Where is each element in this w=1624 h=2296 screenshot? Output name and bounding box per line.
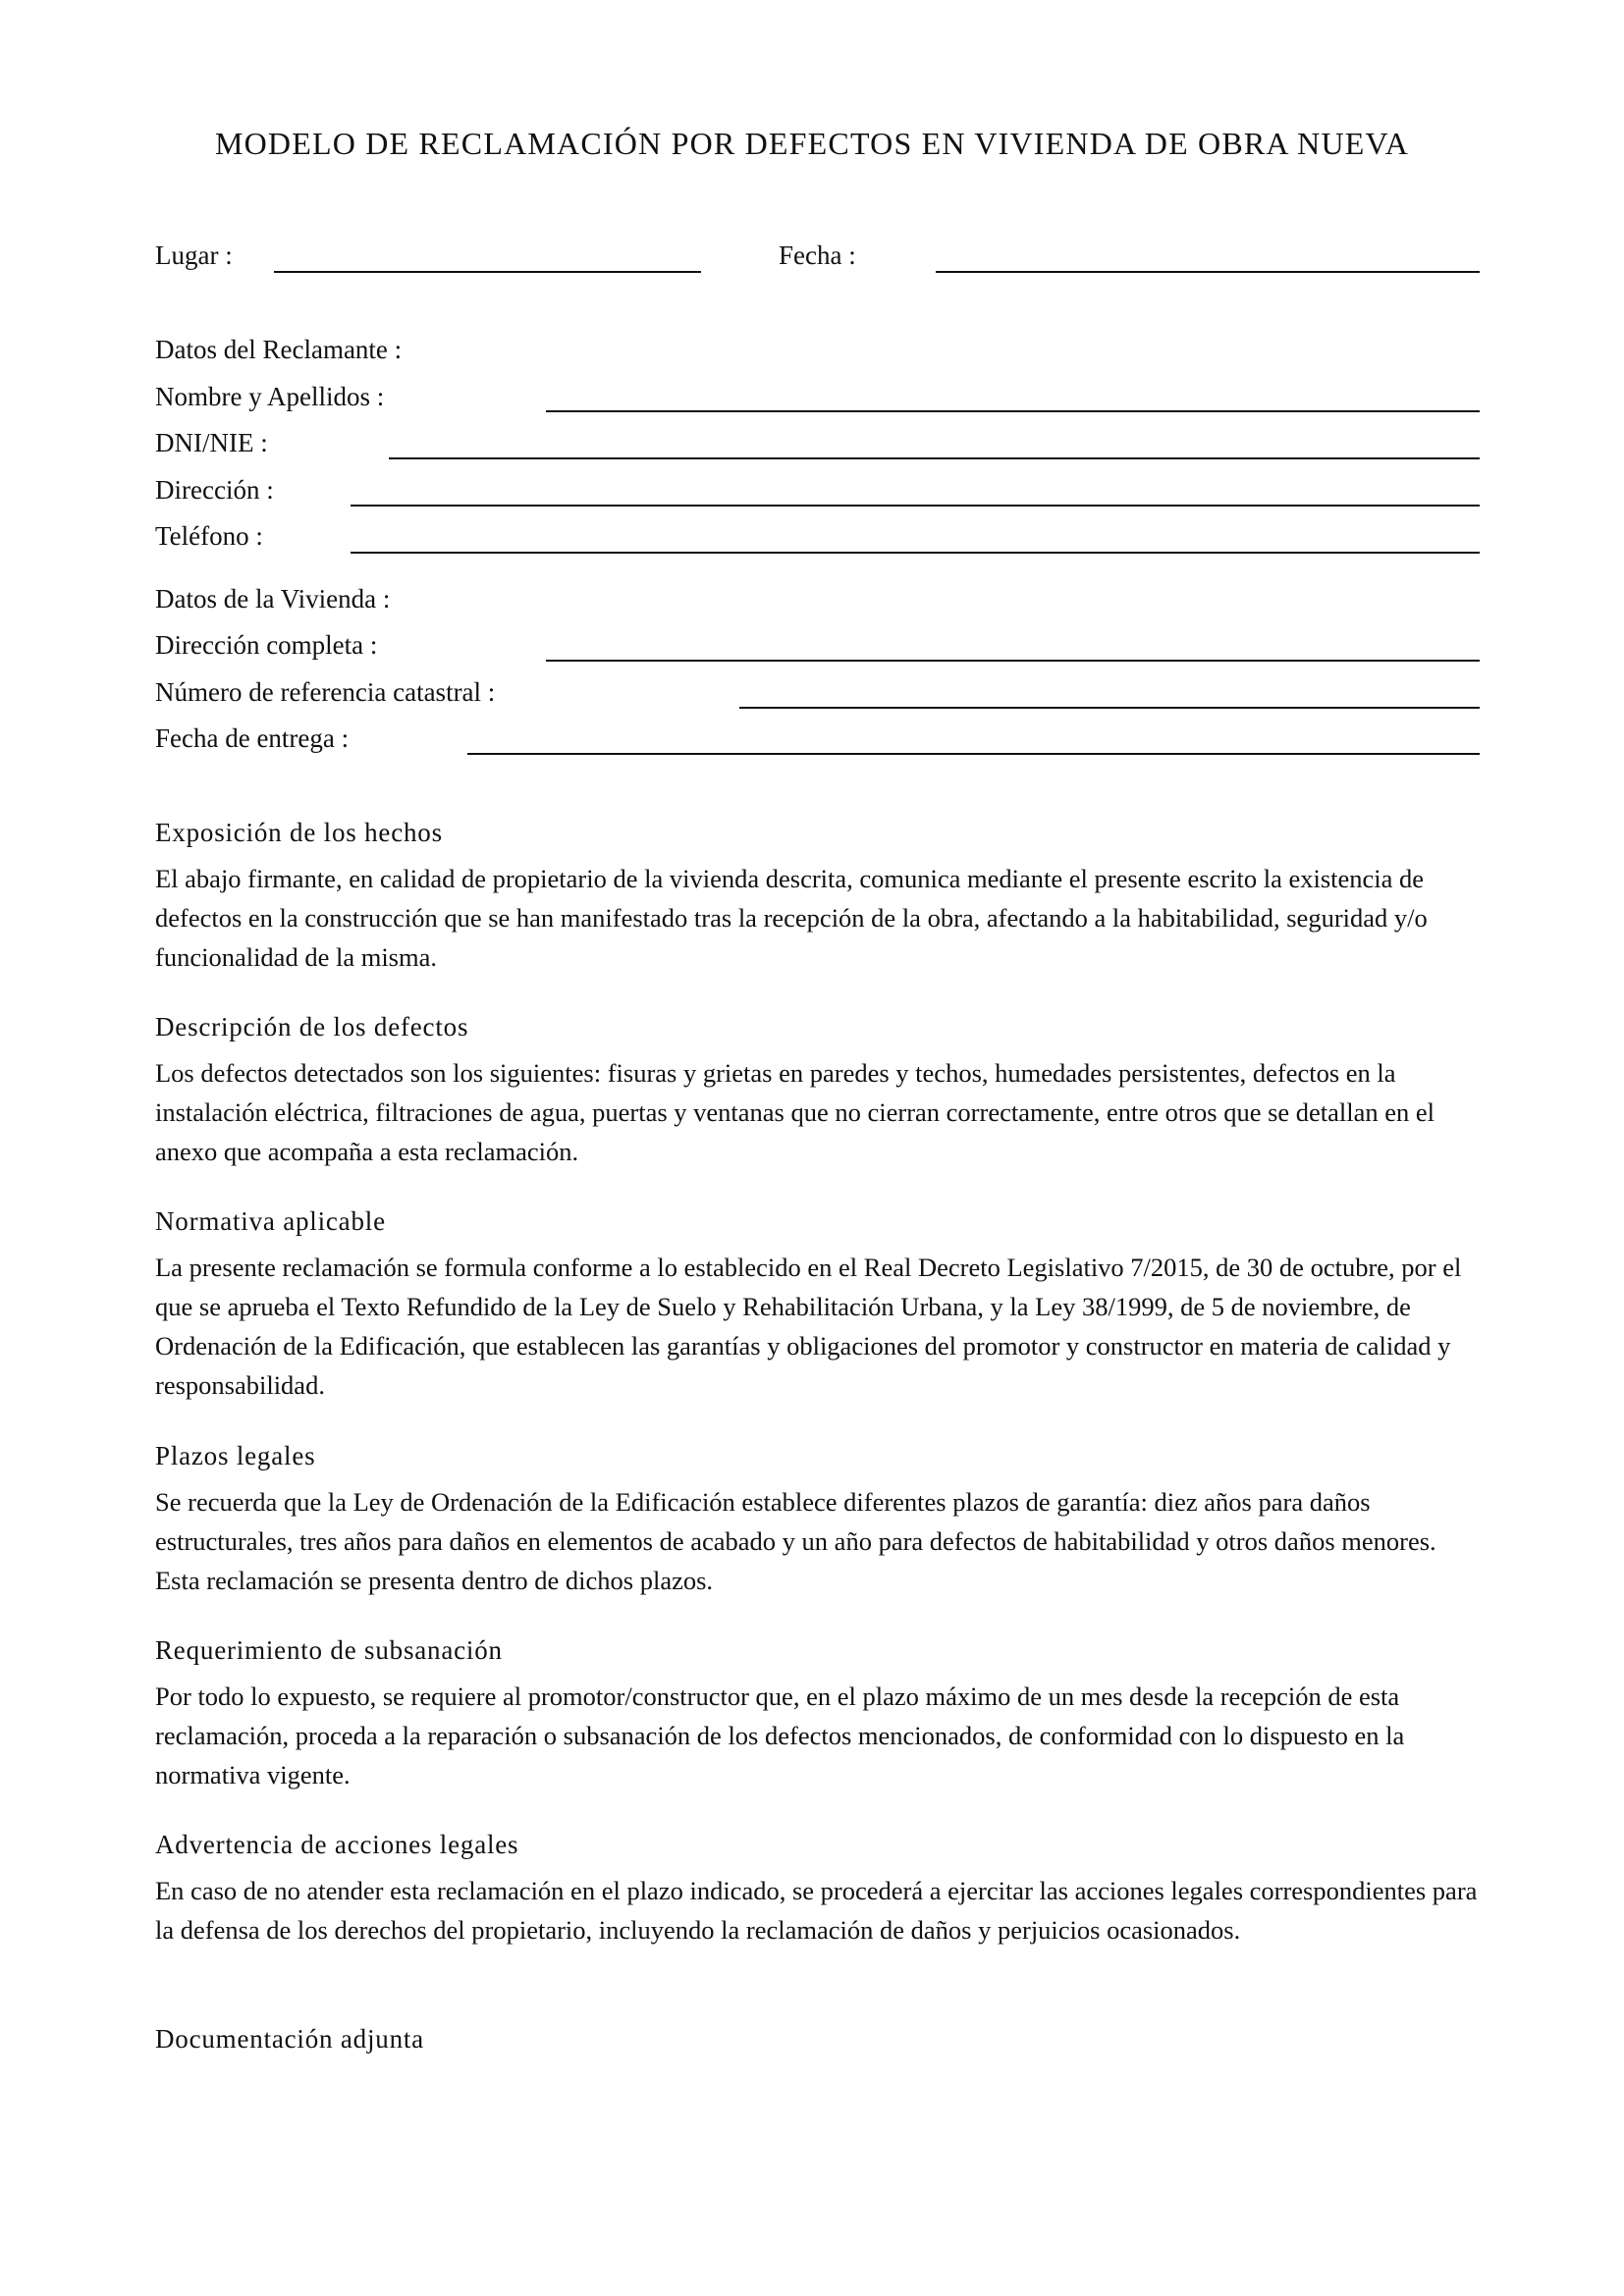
vivienda-direccion-label: Dirección completa : [155,630,378,660]
section-body-normativa: La presente reclamación se formula conforme a lo establecido en el Real Decreto Legislativo 7/2015, de 30 de octubre, por el que se aprueba el Texto Refundido de la Ley de Suelo y Rehabilitación Urbana, y la Ley 38/1999, de 5 de noviembre, de Ordenación de la Edificación, que establecen las garantías y obligaciones del promotor y constructor en materia de calidad y responsabilidad. [155,1253,1462,1400]
section-heading-advertencia: Advertencia de acciones legales [155,1830,519,1859]
entrega-field[interactable] [467,753,1480,755]
telefono-label: Teléfono : [155,521,263,551]
nombre-label: Nombre y Apellidos : [155,382,385,411]
catastral-label: Número de referencia catastral : [155,677,496,707]
entrega-label: Fecha de entrega : [155,723,350,753]
fecha-field[interactable] [936,271,1480,273]
section-heading-documentacion: Documentación adjunta [155,2024,424,2054]
section-body-advertencia: En caso de no atender esta reclamación en el plazo indicado, se procederá a ejercitar las acciones legales correspondientes para la defensa de los derechos del propietario, incluyendo la reclamación de daños y perjuicios ocasionados. [155,1876,1478,1945]
lugar-field[interactable] [274,271,701,273]
section-body-descripcion: Los defectos detectados son los siguientes: fisuras y grietas en paredes y techos, humedades persistentes, defectos en la instalación eléctrica, filtraciones de agua, puertas y ventanas que no cierran correctamente, entre otros que se detallan en el anexo que acompaña a esta reclamación. [155,1058,1435,1166]
section-heading-requerimiento: Requerimiento de subsanación [155,1635,503,1665]
dni-label: DNI/NIE : [155,428,268,457]
lugar-label: Lugar : [155,240,233,270]
reclamante-heading: Datos del Reclamante : [155,335,403,364]
section-heading-exposicion: Exposición de los hechos [155,818,443,847]
section-body-exposicion: El abajo firmante, en calidad de propietario de la vivienda descrita, comunica mediante el presente escrito la existencia de defectos en la construcción que se han manifestado tras la recepción de la obra, afectando a la habitabilidad, seguridad y/o funcionalidad de la misma. [155,864,1428,972]
direccion-label: Dirección : [155,475,274,505]
document-title: MODELO DE RECLAMACIÓN POR DEFECTOS EN VIVIENDA DE OBRA NUEVA [214,126,1410,161]
section-body-plazos: Se recuerda que la Ley de Ordenación de la Edificación establece diferentes plazos de garantía: diez años para daños estructurales, tres años para daños en elementos de acabado y un año para defectos de habitabilidad y otros daños menores. Esta reclamación se presenta dentro de dichos plazos. [155,1487,1436,1595]
section-heading-normativa: Normativa aplicable [155,1206,386,1236]
telefono-field[interactable] [351,552,1480,554]
dni-field[interactable] [389,457,1480,459]
section-heading-descripcion: Descripción de los defectos [155,1012,469,1041]
vivienda-direccion-field[interactable] [546,660,1480,662]
catastral-field[interactable] [739,707,1480,709]
vivienda-heading: Datos de la Vivienda : [155,584,391,614]
section-body-requerimiento: Por todo lo expuesto, se requiere al promotor/constructor que, en el plazo máximo de un mes desde la recepción de esta reclamación, proceda a la reparación o subsanación de los defectos mencionados, de conformidad con lo dispuesto en la normativa vigente. [155,1682,1405,1789]
direccion-field[interactable] [351,505,1480,507]
section-heading-plazos: Plazos legales [155,1441,316,1470]
nombre-field[interactable] [546,410,1480,412]
fecha-label: Fecha : [779,240,856,270]
